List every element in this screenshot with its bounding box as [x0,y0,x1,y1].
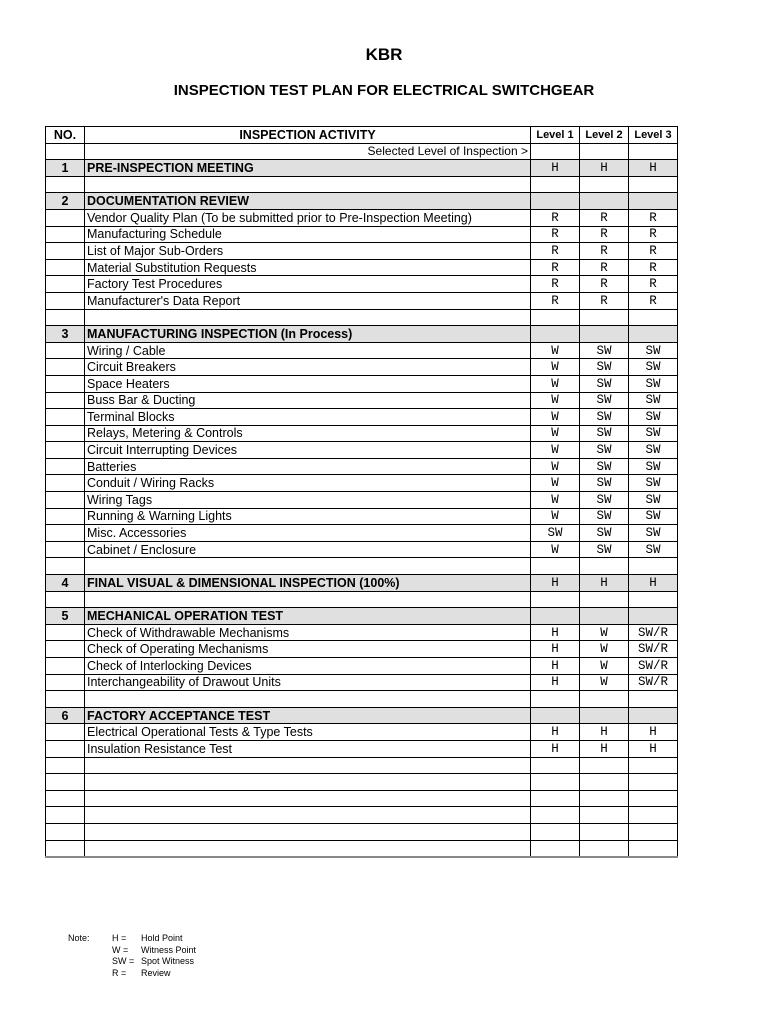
table-row [46,641,678,658]
level-2-cell: SW [580,375,629,392]
level-1-cell: H [531,674,580,691]
level-3-cell: H [629,575,678,592]
level-1-cell [531,774,580,791]
level-3-cell: R [629,276,678,293]
level-1-cell: W [531,508,580,525]
blank-row [46,176,678,193]
row-number [46,425,85,442]
section-row [46,160,678,177]
activity-cell: Buss Bar & Ducting [85,392,531,409]
level-3-cell [629,326,678,343]
table-row [46,292,678,309]
level-3-cell: SW [629,442,678,459]
level-2-cell: H [580,740,629,757]
row-number [46,292,85,309]
level-2-cell: SW [580,458,629,475]
level-2-cell: SW [580,541,629,558]
activity-cell: Check of Withdrawable Mechanisms [85,624,531,641]
section-row [46,608,678,625]
level-3-cell [629,707,678,724]
activity-cell [85,790,531,807]
table-row [46,375,678,392]
level-2-cell: SW [580,475,629,492]
level-3-cell [629,840,678,857]
row-number [46,641,85,658]
table-row [46,359,678,376]
note-item [112,968,196,980]
level-3-cell: SW [629,475,678,492]
level-1-cell: H [531,740,580,757]
level-3-cell: SW/R [629,674,678,691]
table-row [46,243,678,260]
row-number [46,691,85,708]
row-number [46,790,85,807]
level-2-cell: H [580,575,629,592]
level-2-cell: SW [580,508,629,525]
level-2-cell [580,840,629,857]
activity-cell: Electrical Operational Tests & Type Tests [85,724,531,741]
level-2-cell: SW [580,392,629,409]
level-2-cell [580,790,629,807]
level-3-cell [629,790,678,807]
level-1-cell [531,558,580,575]
row-number [46,807,85,824]
row-number [46,658,85,675]
level-3-cell [629,774,678,791]
level-1-cell: W [531,359,580,376]
level-3-cell: SW/R [629,641,678,658]
level-1-cell: H [531,160,580,177]
section-row [46,707,678,724]
level-3-cell: SW [629,359,678,376]
level-3-cell: SW [629,492,678,509]
level-2-cell [580,757,629,774]
level-3-cell: SW [629,458,678,475]
note-item [112,956,196,968]
level-1-cell [531,608,580,625]
level-3-cell: SW [629,375,678,392]
level-2-cell [580,176,629,193]
header-no: NO. [46,127,85,144]
activity-cell: Terminal Blocks [85,409,531,426]
level-2-cell: SW [580,342,629,359]
table-row [46,475,678,492]
blank-row [46,840,678,857]
activity-cell: Check of Operating Mechanisms [85,641,531,658]
row-number [46,342,85,359]
selected-level-2[interactable] [580,143,629,160]
row-number [46,840,85,857]
row-number [46,823,85,840]
activity-cell: Vendor Quality Plan (To be submitted prior to Pre-Inspection Meeting) [85,209,531,226]
level-2-cell [580,558,629,575]
level-3-cell: H [629,160,678,177]
row-number [46,475,85,492]
level-1-cell [531,326,580,343]
level-3-cell: R [629,243,678,260]
table-body [46,127,678,858]
blank-row [46,591,678,608]
row-number [46,458,85,475]
level-1-cell [531,757,580,774]
row-number [46,624,85,641]
level-1-cell: H [531,624,580,641]
level-1-cell [531,823,580,840]
row-number [46,541,85,558]
level-2-cell: W [580,658,629,675]
level-3-cell [629,823,678,840]
activity-cell [85,309,531,326]
level-1-cell: R [531,292,580,309]
level-1-cell: R [531,209,580,226]
level-1-cell: R [531,259,580,276]
level-1-cell: W [531,475,580,492]
row-number [46,442,85,459]
level-3-cell [629,193,678,210]
activity-cell: Relays, Metering & Controls [85,425,531,442]
level-3-cell: SW [629,409,678,426]
level-2-cell [580,326,629,343]
header-row [46,127,678,144]
selected-no [46,143,85,160]
document-subtitle-clipped [0,82,768,99]
level-3-cell: H [629,724,678,741]
activity-cell: MANUFACTURING INSPECTION (In Process) [85,326,531,343]
blank-row [46,691,678,708]
level-2-cell [580,608,629,625]
level-2-cell [580,823,629,840]
blank-row [46,807,678,824]
level-2-cell [580,691,629,708]
table-row [46,425,678,442]
level-3-cell: SW [629,525,678,542]
blank-row [46,790,678,807]
activity-cell [85,558,531,575]
row-number [46,525,85,542]
activity-cell [85,691,531,708]
header-level-3: Level 3 [629,127,678,144]
table-row [46,226,678,243]
row-number: 2 [46,193,85,210]
level-1-cell: H [531,724,580,741]
activity-cell: List of Major Sub-Orders [85,243,531,260]
level-1-cell: H [531,658,580,675]
row-number [46,508,85,525]
note-code: SW = [112,956,135,966]
row-number [46,243,85,260]
note-item [112,945,196,957]
activity-cell: Check of Interlocking Devices [85,658,531,675]
blank-row [46,309,678,326]
note-meaning: Spot Witness [141,956,195,966]
section-row [46,193,678,210]
row-number [46,259,85,276]
level-2-cell [580,707,629,724]
level-2-cell: R [580,276,629,293]
header-level-2: Level 2 [580,127,629,144]
level-3-cell [629,757,678,774]
note-meaning: Review [141,967,171,978]
level-2-cell [580,774,629,791]
level-3-cell [629,591,678,608]
level-1-cell: W [531,458,580,475]
note-code: W = [112,944,129,955]
table-row [46,209,678,226]
level-2-cell: SW [580,525,629,542]
level-1-cell [531,591,580,608]
row-number [46,226,85,243]
row-number: 1 [46,160,85,177]
table-row [46,276,678,293]
level-3-cell [629,176,678,193]
table-row [46,259,678,276]
activity-cell: FACTORY ACCEPTANCE TEST [85,707,531,724]
note-meaning: Hold Point [141,933,183,943]
table-row [46,674,678,691]
level-3-cell [629,309,678,326]
row-number [46,740,85,757]
level-2-cell: W [580,674,629,691]
activity-cell: Running & Warning Lights [85,508,531,525]
level-3-cell: R [629,209,678,226]
row-number [46,409,85,426]
level-3-cell [629,608,678,625]
note-item [112,933,196,945]
table-row [46,392,678,409]
row-number [46,392,85,409]
header-activity: INSPECTION ACTIVITY [85,127,531,144]
level-2-cell: R [580,226,629,243]
activity-cell [85,774,531,791]
activity-cell [85,757,531,774]
level-1-cell [531,840,580,857]
table-row [46,458,678,475]
level-2-cell: SW [580,359,629,376]
activity-cell [85,840,531,857]
activity-cell: Circuit Breakers [85,359,531,376]
level-3-cell: SW [629,342,678,359]
activity-cell: Space Heaters [85,375,531,392]
activity-cell: Insulation Resistance Test [85,740,531,757]
row-number: 5 [46,608,85,625]
document-title: KBR [365,45,403,64]
activity-cell: DOCUMENTATION REVIEW [85,193,531,210]
level-2-cell: R [580,209,629,226]
level-3-cell: SW/R [629,658,678,675]
level-1-cell: H [531,641,580,658]
level-2-cell: W [580,641,629,658]
level-2-cell: R [580,259,629,276]
activity-cell: Wiring Tags [85,492,531,509]
blank-row [46,558,678,575]
level-3-cell: R [629,259,678,276]
level-1-cell: SW [531,525,580,542]
activity-cell: Misc. Accessories [85,525,531,542]
row-number: 3 [46,326,85,343]
activity-cell: Circuit Interrupting Devices [85,442,531,459]
level-1-cell [531,691,580,708]
level-2-cell [580,591,629,608]
table-row [46,740,678,757]
table-row [46,409,678,426]
activity-cell [85,176,531,193]
table-row [46,442,678,459]
table-row [46,508,678,525]
note-code: R = [112,967,127,978]
activity-cell: Conduit / Wiring Racks [85,475,531,492]
level-2-cell [580,309,629,326]
row-number [46,492,85,509]
level-2-cell [580,193,629,210]
activity-cell [85,591,531,608]
level-3-cell [629,558,678,575]
row-number [46,309,85,326]
level-1-cell: W [531,342,580,359]
selected-level-label: Selected Level of Inspection > [85,143,531,160]
row-number [46,774,85,791]
level-1-cell [531,807,580,824]
level-3-cell: R [629,226,678,243]
level-3-cell [629,807,678,824]
row-number [46,674,85,691]
level-1-cell: W [531,492,580,509]
activity-cell: FINAL VISUAL & DIMENSIONAL INSPECTION (100%) [85,575,531,592]
activity-cell: MECHANICAL OPERATION TEST [85,608,531,625]
section-row [46,326,678,343]
activity-cell: Batteries [85,458,531,475]
level-1-cell: W [531,425,580,442]
level-3-cell: SW/R [629,624,678,641]
level-1-cell [531,309,580,326]
row-number [46,724,85,741]
activity-cell: PRE-INSPECTION MEETING [85,160,531,177]
row-number [46,757,85,774]
level-1-cell [531,790,580,807]
level-1-cell [531,176,580,193]
activity-cell: Wiring / Cable [85,342,531,359]
table-row [46,525,678,542]
table-row [46,541,678,558]
level-3-cell: SW [629,392,678,409]
blank-row [46,774,678,791]
activity-cell [85,807,531,824]
note-label: Note: [68,933,90,943]
selected-level-row [46,143,678,160]
row-number [46,176,85,193]
blank-row [46,823,678,840]
level-2-cell: SW [580,409,629,426]
row-number [46,359,85,376]
selected-level-3[interactable] [629,143,678,160]
level-1-cell [531,707,580,724]
activity-cell: Cabinet / Enclosure [85,541,531,558]
level-3-cell: R [629,292,678,309]
activity-cell: Manufacturing Schedule [85,226,531,243]
activity-cell: Material Substitution Requests [85,259,531,276]
activity-cell: Factory Test Procedures [85,276,531,293]
level-1-cell: W [531,442,580,459]
level-2-cell: SW [580,425,629,442]
section-row [46,575,678,592]
row-number [46,591,85,608]
table-row [46,624,678,641]
level-1-cell: R [531,243,580,260]
note-code: H = [112,933,127,943]
level-2-cell [580,807,629,824]
level-1-cell [531,193,580,210]
level-3-cell: SW [629,541,678,558]
level-3-cell: H [629,740,678,757]
level-3-cell: SW [629,508,678,525]
table-row [46,342,678,359]
activity-cell [85,823,531,840]
header-level-1: Level 1 [531,127,580,144]
level-1-cell: W [531,409,580,426]
level-2-cell: R [580,243,629,260]
level-1-cell: W [531,541,580,558]
document-subtitle: INSPECTION TEST PLAN FOR ELECTRICAL SWITCHGEAR [173,82,595,99]
table-row [46,724,678,741]
level-1-cell: W [531,375,580,392]
table-row [46,658,678,675]
row-number [46,209,85,226]
level-2-cell: SW [580,492,629,509]
activity-cell: Manufacturer's Data Report [85,292,531,309]
level-2-cell: W [580,624,629,641]
inspection-test-plan-table [45,126,678,858]
level-2-cell: SW [580,442,629,459]
activity-cell: Interchangeability of Drawout Units [85,674,531,691]
level-1-cell: R [531,226,580,243]
row-number [46,276,85,293]
selected-level-1[interactable] [531,143,580,160]
note-meaning: Witness Point [141,944,197,955]
level-3-cell [629,691,678,708]
row-number [46,558,85,575]
level-1-cell: W [531,392,580,409]
blank-row [46,757,678,774]
row-number [46,375,85,392]
row-number: 4 [46,575,85,592]
table-row [46,492,678,509]
level-1-cell: R [531,276,580,293]
level-2-cell: H [580,724,629,741]
note-items [112,933,196,979]
level-2-cell: R [580,292,629,309]
level-1-cell: H [531,575,580,592]
row-number: 6 [46,707,85,724]
level-2-cell: H [580,160,629,177]
level-3-cell: SW [629,425,678,442]
